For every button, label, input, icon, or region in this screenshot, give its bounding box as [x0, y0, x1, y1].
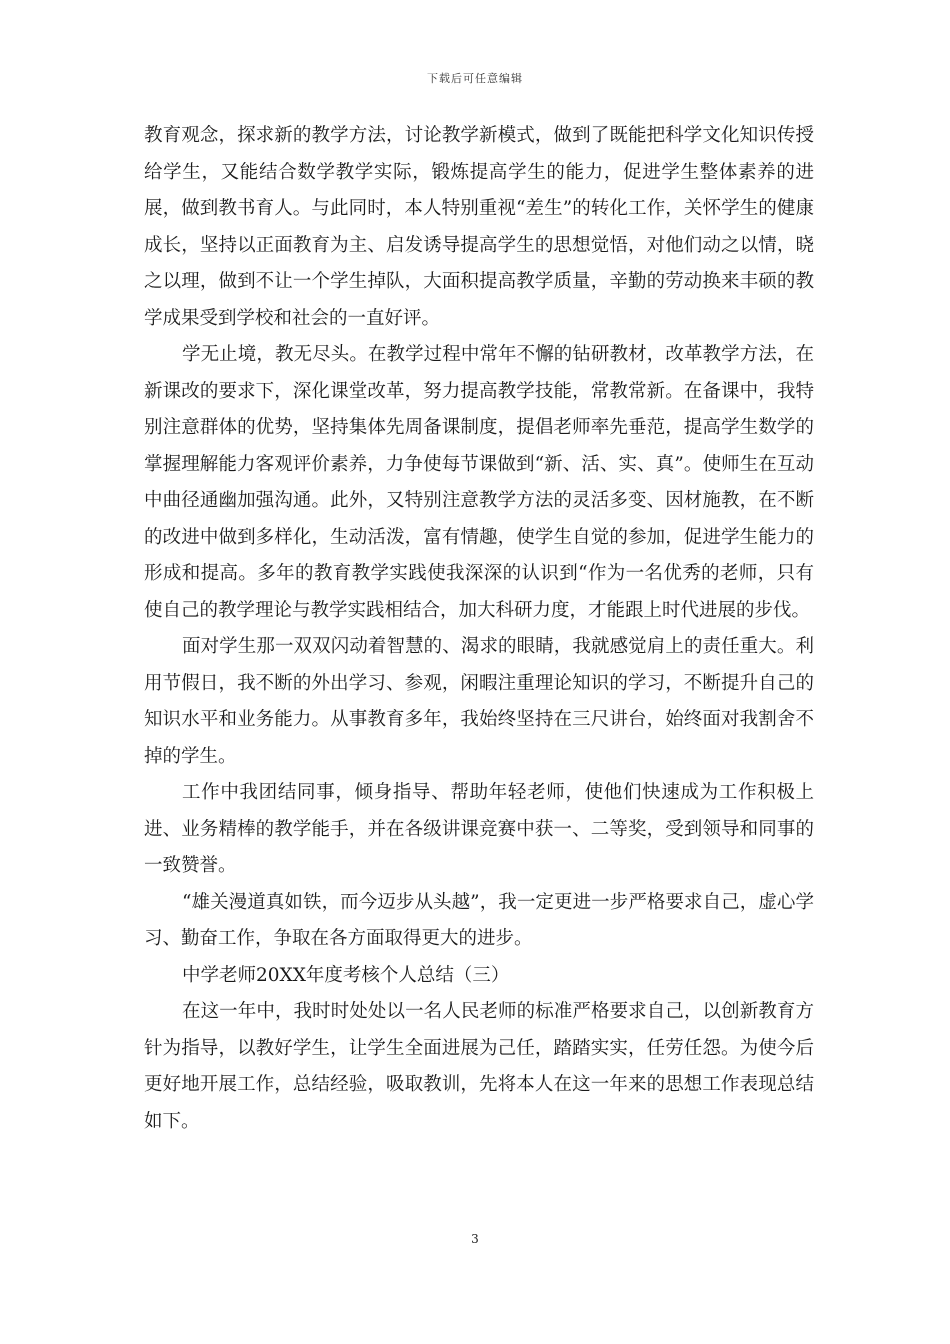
paragraph-2: 学无止境，教无尽头。在教学过程中常年不懈的钻研教材，改革教学方法，在新课改的要求下，深化课堂改革，努力提高教学技能，常教常新。在备课中，我特别注意群体的优势，坚持集体先周备课制度，提倡老师率先垂范，提高学生数学的掌握理解能力客观评价素养，力争使每节课做到“新、活、实、真”。使师生在互动中曲径通幽加强沟通。此外，又特别注意教学方法的灵活多变、因材施教，在不断的改进中做到多样化，生动活泼，富有情趣，使学生自觉的参加，促进学生能力的形成和提高。多年的教育教学实践使我深深的认识到“作为一名优秀的老师，只有使自己的教学理论与教学实践相结合，加大科研力度，才能跟上时代进展的步伐。 [144, 344, 814, 621]
paragraph-4: 工作中我团结同事，倾身指导、帮助年轻老师，使他们快速成为工作积极上进、业务精棒的教学能手，并在各级讲课竞赛中获一、二等奖，受到领导和同事的一致赞誉。 [144, 782, 814, 876]
section-heading: 中学老师20XX年度考核个人总结（三） [182, 964, 510, 986]
page-header: 下载后可任意编辑 [427, 72, 523, 85]
page-number: 3 [471, 1232, 479, 1246]
paragraph-5: “雄关漫道真如铁，而今迈步从头越”，我一定更进一步严格要求自己，虚心学习、勤奋工作，争取在各方面取得更大的进步。 [144, 891, 814, 949]
body-text [144, 118, 814, 1140]
paragraph-6: 在这一年中，我时时处处以一名人民老师的标准严格要求自己，以创新教育方针为指导，以教好学生，让学生全面进展为己任，踏踏实实，任劳任怨。为使今后更好地开展工作，总结经验，吸取教训，先将本人在这一年来的思想工作表现总结如下。 [144, 1001, 814, 1132]
paragraph-1: 教育观念，探求新的教学方法，讨论教学新模式，做到了既能把科学文化知识传授给学生，又能结合数学教学实际，锻炼提高学生的能力，促进学生整体素养的进展，做到教书育人。与此同时，本人特别重视“差生”的转化工作，关怀学生的健康成长，坚持以正面教育为主、启发诱导提高学生的思想觉悟，对他们动之以情，晓之以理，做到不让一个学生掉队，大面积提高教学质量，辛勤的劳动换来丰硕的教学成果受到学校和社会的一直好评。 [144, 125, 814, 329]
paragraph-3: 面对学生那一双双闪动着智慧的、渴求的眼睛，我就感觉肩上的责任重大。利用节假日，我不断的外出学习、参观，闲暇注重理论知识的学习，不断提升自己的知识水平和业务能力。从事教育多年，我始终坚持在三尺讲台，始终面对我割舍不掉的学生。 [144, 636, 814, 767]
